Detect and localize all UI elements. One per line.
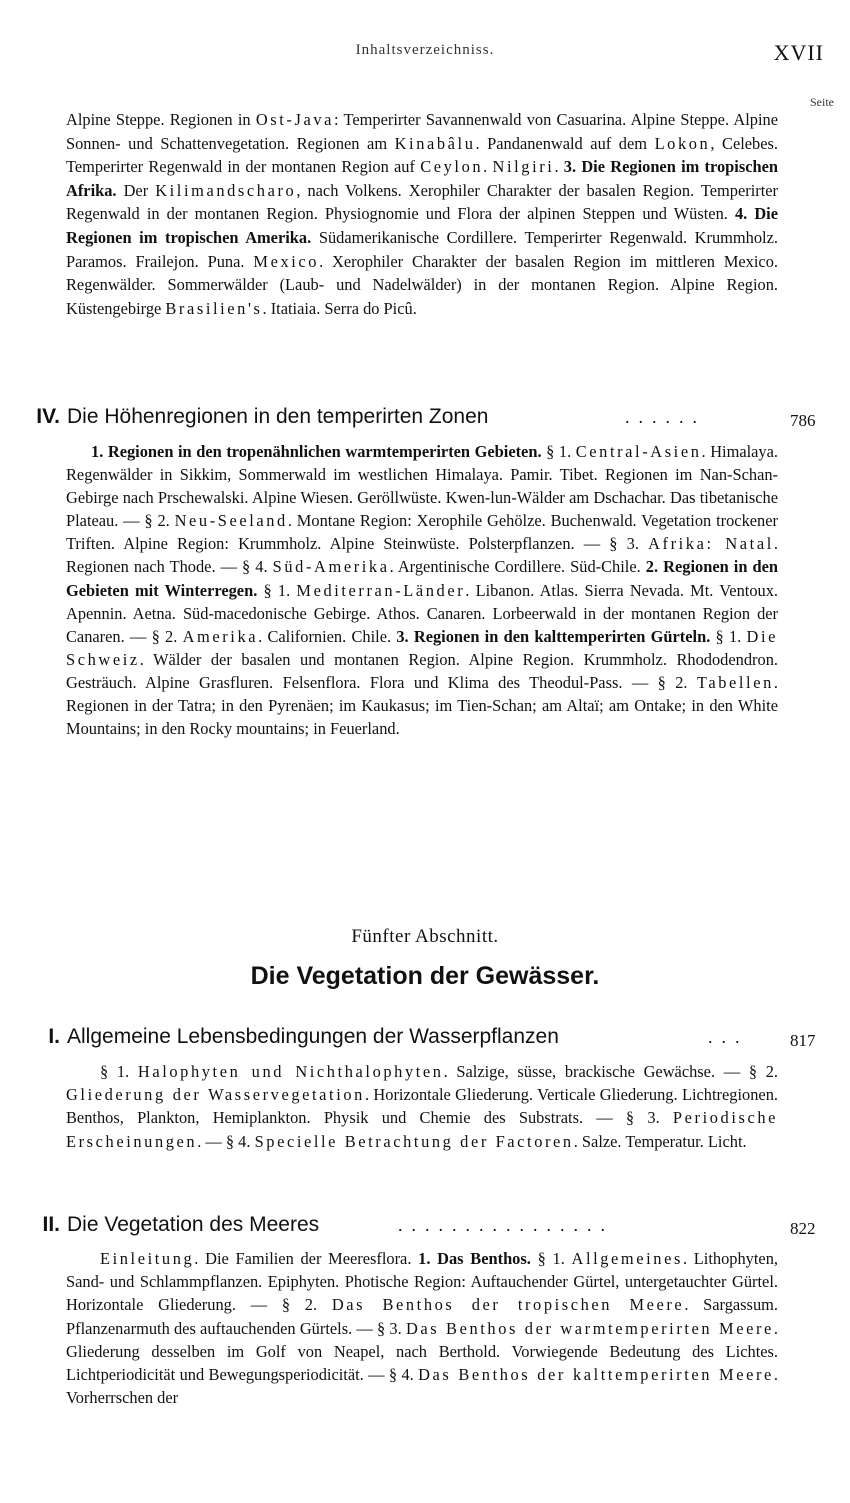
- text-run: . Vorherrschen der: [66, 1365, 778, 1408]
- text-run: , Celebes. Temperirter Regenwald in der montanen Region auf: [66, 133, 778, 177]
- subsection-heading: 3. Die Regionen im tropischen Afrika.: [66, 157, 778, 200]
- subsection-heading: 1. Regionen in den tropenähnlichen warmtemperirten Gebieten.: [91, 442, 542, 461]
- spaced-term: Lokon: [654, 133, 711, 153]
- text-run: . Regionen in der Tatra; in den Pyrenäen; im Kaukasus; im Tien-Schan; am Altaï; am Ontake; in den White Mountains; in den Rocky mountains; in Feuerland.: [66, 672, 778, 739]
- paragraph-text: [66, 1247, 778, 1409]
- spaced-term: Das Benthos der tropischen Meere: [331, 1295, 685, 1315]
- toc-entry-iv[interactable]: [0, 405, 850, 435]
- text-run: § 1.: [530, 1249, 572, 1268]
- spaced-term: Neu-Seeland: [174, 511, 288, 531]
- part-label: Fünfter Abschnitt.: [351, 926, 499, 947]
- text-run: § 1.: [541, 442, 576, 461]
- text-run: Der: [116, 180, 156, 200]
- spaced-term: Central-Asien: [575, 442, 702, 461]
- paragraph-text: [66, 1060, 778, 1153]
- text-run: § 1.: [257, 580, 297, 600]
- spaced-term: Mediterran-Länder: [296, 580, 466, 600]
- text-run: . Sargassum. Pflanzenarmuth des auftauchenden Gürtels. — § 3.: [66, 1295, 778, 1338]
- running-head-title: Inhaltsverzeichniss.: [355, 42, 495, 58]
- spaced-term: Gliederung der Wasservegetation: [66, 1085, 365, 1105]
- text-run: . Argentinische Cordillere. Süd-Chile.: [389, 557, 646, 577]
- spaced-term: Afrika: Natal: [648, 534, 774, 554]
- section-page: 822: [790, 1219, 816, 1238]
- toc-entry-i[interactable]: [0, 1025, 850, 1055]
- subsection-heading: 3. Regionen in den kalttemperirten Gürteln.: [396, 626, 711, 646]
- text-run: . Gliederung desselben im Golf von Neapel, nach Berthold. Vorwiegende Bedeutung des Lichtes. Lichtperiodicität und Bewegungsperiodicität. — § 4.: [66, 1318, 778, 1385]
- text-run: . Salzige, süsse, brackische Gewächse. — § 2.: [443, 1062, 779, 1081]
- text-run: .: [483, 157, 493, 177]
- text-run: , nach Volkens. Xerophiler Charakter der basalen Region. Temperirter Regenwald in der montanen Region. Physiognomie und Flora der alpinen Steppen und Wüsten.: [66, 180, 778, 224]
- toc-paragraph-temperate: [66, 440, 778, 740]
- section-page: 817: [790, 1031, 816, 1050]
- text-run: . Itatiaia. Serra do Picû.: [262, 298, 417, 318]
- seite-label: Seite: [810, 95, 834, 109]
- text-run: . Californien. Chile.: [258, 626, 397, 646]
- spaced-term: Einleitung: [100, 1249, 195, 1268]
- text-run: Alpine Steppe. Regionen in: [66, 110, 256, 129]
- leader-dots: ......: [625, 407, 706, 427]
- paragraph-text: [66, 440, 778, 740]
- text-run: . Regionen nach Thode. — § 4.: [66, 534, 778, 577]
- spaced-term: Die Schweiz: [66, 626, 778, 669]
- spaced-term: Halophyten und Nichthalophyten: [137, 1062, 444, 1081]
- part-title: Die Vegetation der Gewässer.: [250, 962, 600, 990]
- subsection-heading: 1. Das Benthos.: [418, 1249, 531, 1268]
- section-number: II.: [42, 1213, 60, 1236]
- spaced-term: Nilgiri: [492, 157, 555, 177]
- text-run: § 1.: [100, 1062, 138, 1081]
- text-run: . Wälder der basalen und montanen Region. Alpine Region. Krummholz. Rhododendron. Gesträuch. Alpine Grasfluren. Felsenflora. Flora und Klima des Theodul-Pass. — § 2.: [66, 649, 778, 692]
- running-head: [0, 40, 850, 70]
- text-run: . Die Familien der Meeresflora.: [194, 1249, 419, 1268]
- spaced-term: Ost-Java: [255, 110, 335, 129]
- text-run: . Montane Region: Xerophile Gehölze. Buchenwald. Vegetation trockener Triften. Alpine Region: Krummholz. Alpine Steinwüste. Polsterpflanzen. — § 3.: [66, 511, 778, 554]
- text-run: . Lithophyten, Sand- und Schlammpflanzen. Epiphyten. Photische Region: Auftauchender Gürtel, untergetauchter Gürtel. Horizontale Gliederung. — § 2.: [66, 1249, 779, 1315]
- spaced-term: Kinabâlu: [394, 133, 476, 153]
- toc-paragraph-sea: [66, 1247, 778, 1409]
- toc-paragraph-tropics: [66, 108, 778, 320]
- spaced-term: Specielle Betrachtung der Factoren: [254, 1131, 574, 1151]
- leader-dots: ...: [708, 1027, 749, 1047]
- spaced-term: Tabellen: [696, 672, 774, 692]
- text-run: . Xerophiler Charakter der basalen Region im mittleren Mexico. Regenwälder. Sommerwälder (Laub- und Nadelwälder) in der montanen Region. Alpine Region. Küstengebirge: [66, 251, 778, 318]
- subsection-heading: 4. Die Regionen im tropischen Amerika.: [66, 204, 778, 247]
- spaced-term: Amerika: [182, 626, 259, 646]
- text-run: . Libanon. Atlas. Sierra Nevada. Mt. Ventoux. Apennin. Aetna. Süd-macedonische Gebirge. Athos. Canaren. Lorbeerwald in der montanen Region der Canaren. — § 2.: [66, 580, 779, 646]
- spaced-term: Brasilien's: [165, 298, 263, 318]
- section-number: I.: [48, 1025, 60, 1048]
- text-run: § 1.: [710, 626, 747, 646]
- section-number: IV.: [36, 405, 60, 428]
- subsection-heading: 2. Regionen in den Gebieten mit Winterregen.: [66, 557, 779, 600]
- text-run: : Temperirter Savannenwald von Casuarina. Alpine Steppe. Alpine Sonnen- und Schattenvegetation. Regionen am: [66, 110, 779, 153]
- page-number: XVII: [773, 40, 824, 65]
- text-run: . Salze. Temperatur. Licht.: [573, 1131, 747, 1151]
- section-title: Allgemeine Lebensbedingungen der Wasserpflanzen: [67, 1025, 559, 1048]
- text-run: . Pandanenwald auf dem: [475, 133, 655, 153]
- spaced-term: Kilimandscharo: [155, 180, 297, 200]
- paragraph-text: [66, 108, 778, 320]
- text-run: .: [554, 157, 564, 177]
- leader-dots: ................: [398, 1215, 614, 1235]
- section-title: Die Vegetation des Meeres: [67, 1213, 320, 1236]
- spaced-term: Allgemeines: [571, 1249, 683, 1268]
- spaced-term: Ceylon: [420, 157, 484, 177]
- spaced-term: Das Benthos der warmtemperirten Meere: [405, 1318, 774, 1338]
- text-run: . Himalaya. Regenwälder in Sikkim, Sommerwald im westlichen Himalaya. Pamir. Tibet. Regionen im Nan-Schan-Gebirge nach Prschewalski. Alpine Wiesen. Geröllwüste. Kwen-lun-Wälder am Dschachar. Das tibetanische Plateau. — § 2.: [66, 442, 778, 531]
- toc-paragraph-water-conditions: [66, 1060, 778, 1153]
- section-page: 786: [790, 411, 816, 430]
- spaced-term: Periodische Erscheinungen: [66, 1108, 778, 1151]
- spaced-term: Süd-Amerika: [272, 557, 390, 577]
- text-run: . Horizontale Gliederung. Verticale Gliederung. Lichtregionen. Benthos, Plankton, Hemiplankton. Physik und Chemie des Substrats. — § 3.: [66, 1085, 778, 1128]
- text-run: Südamerikanische Cordillere. Temperirter Regenwald. Krummholz. Paramos. Frailejon. Puna.: [66, 227, 778, 271]
- text-run: . — § 4.: [197, 1131, 255, 1151]
- spaced-term: Mexico: [253, 251, 320, 271]
- spaced-term: Das Benthos der kalttemperirten Meere: [418, 1365, 774, 1385]
- section-title: Die Höhenregionen in den temperirten Zonen: [67, 405, 489, 428]
- toc-entry-ii[interactable]: [0, 1213, 850, 1243]
